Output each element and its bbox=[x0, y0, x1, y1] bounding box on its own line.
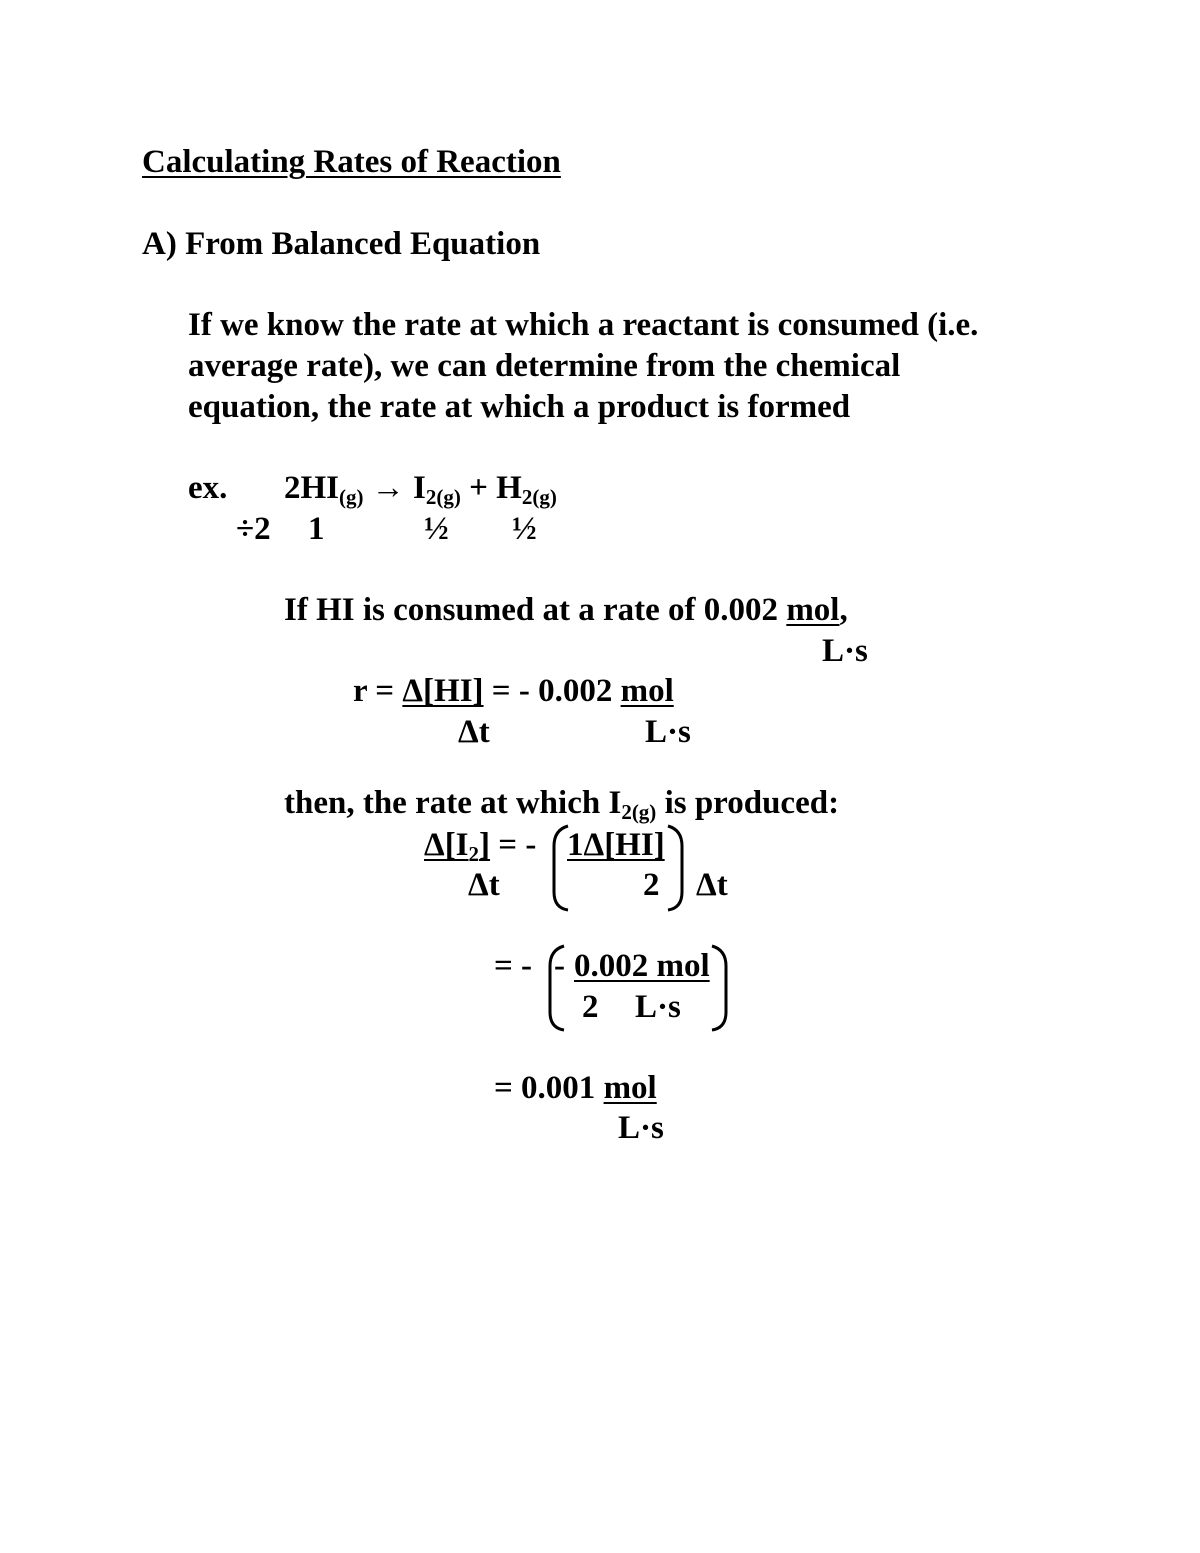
then-sub: 2(g) bbox=[621, 800, 657, 824]
page-title: Calculating Rates of Reaction bbox=[142, 144, 561, 180]
reactant-hi: 2HI bbox=[284, 470, 340, 506]
step1-lhs bbox=[424, 827, 537, 866]
given-unit-num: mol bbox=[786, 592, 840, 628]
rate-value: = - 0.002 bbox=[491, 673, 613, 709]
given-statement bbox=[284, 594, 848, 627]
step1-num-a: Δ[I bbox=[424, 827, 469, 863]
section-heading: A) From Balanced Equation bbox=[142, 226, 541, 262]
product-i2: I bbox=[413, 470, 426, 506]
given-text: If HI is consumed at a rate of 0.002 bbox=[284, 592, 779, 628]
step3-result bbox=[494, 1072, 657, 1105]
step1-numerator bbox=[424, 827, 491, 866]
then-text-b: is produced: bbox=[664, 785, 840, 821]
ratio-hi: 1 bbox=[308, 511, 325, 547]
plus-sign: + bbox=[469, 470, 488, 506]
rate-equation bbox=[353, 675, 674, 708]
reaction-arrow: → bbox=[371, 470, 405, 506]
step2-equals: = - bbox=[494, 948, 533, 984]
step1-equals: = - bbox=[498, 827, 537, 863]
step3-value: = 0.001 bbox=[494, 1070, 596, 1106]
state-gas: (g) bbox=[339, 485, 364, 509]
step1-num-b: ] bbox=[479, 827, 491, 863]
step2-minus: - bbox=[554, 948, 565, 984]
step1-frac-num: 1Δ[HI] bbox=[567, 827, 665, 863]
rate-unit-den: L·s bbox=[645, 714, 691, 750]
rate-lhs: r = bbox=[353, 673, 395, 709]
product-h2: H bbox=[496, 470, 522, 506]
step2-numerator: 0.002 mol bbox=[574, 948, 710, 984]
example-label: ex. bbox=[188, 470, 228, 506]
chemical-equation bbox=[284, 470, 557, 509]
step2-den-2: 2 bbox=[582, 989, 599, 1025]
then-text-a: then, the rate at which I bbox=[284, 785, 622, 821]
then-statement bbox=[284, 785, 840, 824]
step1-outer-den: Δt bbox=[696, 867, 728, 903]
divide-label: ÷2 bbox=[236, 511, 271, 547]
intro-line-2: average rate), we can determine from the chemical bbox=[188, 348, 901, 384]
given-comma: , bbox=[839, 592, 848, 628]
intro-line-3: equation, the rate at which a product is formed bbox=[188, 389, 851, 425]
step1-num-sub: 2 bbox=[468, 842, 480, 866]
ratio-h2: ½ bbox=[512, 511, 537, 547]
rate-denominator: Δt bbox=[458, 714, 490, 750]
state-2g: 2(g) bbox=[425, 485, 461, 509]
rate-unit-num: mol bbox=[620, 673, 674, 709]
intro-line-1: If we know the rate at which a reactant is consumed (i.e. bbox=[188, 307, 979, 343]
rate-numerator: Δ[HI] bbox=[402, 673, 484, 709]
step3-unit-num: mol bbox=[603, 1070, 657, 1106]
step2-den-unit: L·s bbox=[635, 989, 681, 1025]
given-unit-den: L·s bbox=[822, 633, 868, 669]
step3-unit-den: L·s bbox=[618, 1110, 664, 1146]
ratio-i2: ½ bbox=[424, 511, 449, 547]
state-2g-h2: 2(g) bbox=[521, 485, 557, 509]
step1-denominator: Δt bbox=[468, 867, 500, 903]
step1-frac-den: 2 bbox=[643, 867, 660, 903]
